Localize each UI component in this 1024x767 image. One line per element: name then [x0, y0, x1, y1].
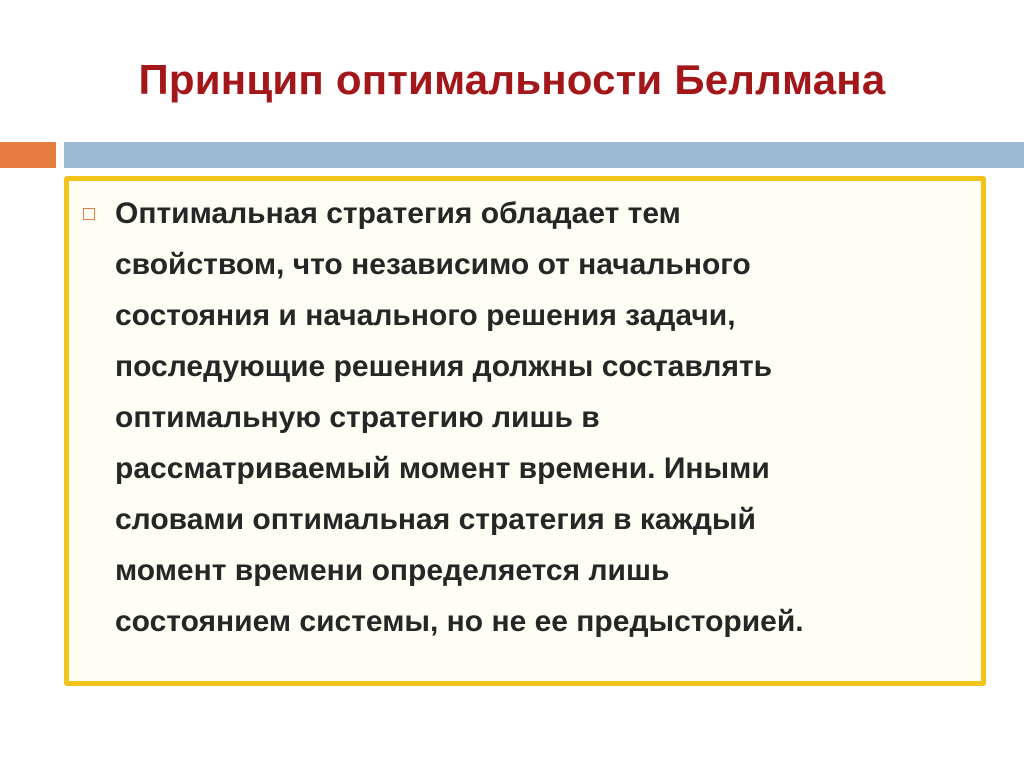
accent-bar-orange [0, 142, 56, 168]
bullet-line: момент времени определяется лишь [115, 554, 670, 587]
bullet-line: Оптимальная стратегия обладает тем [115, 197, 681, 230]
bullet-line: свойством, что независимо от начального [115, 248, 751, 281]
bullet-line: состоянием системы, но не ее предысторией. [115, 605, 804, 638]
square-bullet-icon [83, 208, 95, 220]
bullet-line: последующие решения должны составлять [115, 350, 773, 383]
accent-bar-blue [64, 142, 1024, 168]
bullet-line: оптимальную стратегию лишь в [115, 401, 600, 434]
bullet-text [115, 188, 935, 647]
bullet-line: словами оптимальная стратегия в каждый [115, 503, 756, 536]
bullet-line: состояния и начального решения задачи, [115, 299, 736, 332]
bullet-line: рассматриваемый момент времени. Иными [115, 452, 770, 485]
slide-title: Принцип оптимальности Беллмана [138, 56, 886, 103]
